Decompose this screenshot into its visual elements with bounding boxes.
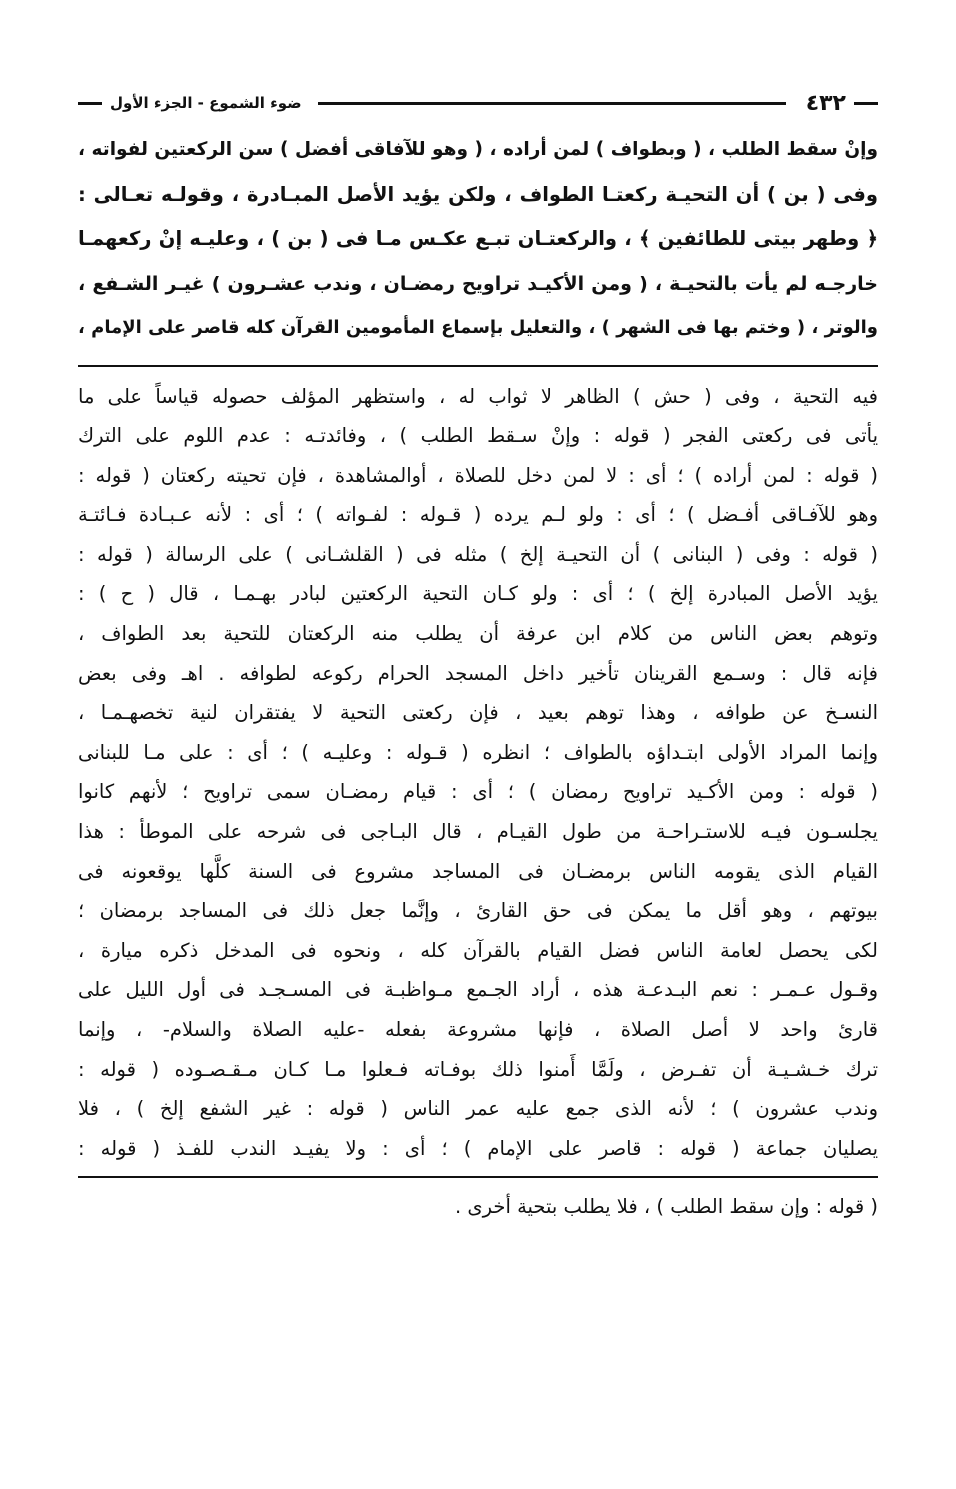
book-title: ضوء الشموع - الجزء الأول bbox=[110, 94, 302, 112]
commentary bbox=[78, 377, 878, 1169]
page-header bbox=[78, 86, 878, 120]
footnote-divider bbox=[78, 1176, 878, 1178]
commentary-line: وإنما المراد الأولى ابتـداؤه بالطواف ؛ انظره ( قـوله : وعليـه ) ؛ أى : على مـا للبنانى bbox=[78, 740, 878, 764]
main-line: وفى ( بن ) أن التحيـة ركعتـا الطواف ، ولكن يؤيد الأصل المبـادرة ، وقولـه تعـالى : bbox=[78, 182, 878, 206]
main-line: ﴿ وطهر بيتى للطائفين ﴾ ، والركعتـان تبـع عكـس مـا فى ( بن ) ، وعليـه إنْ ركعهمـا bbox=[78, 227, 878, 250]
main-line: خارجـه لم يأت بالتحيـة ، ( ومن الأكيـد تراويح رمضـان ، وندب عشـرون ) غيـر الشـفع ، bbox=[78, 272, 878, 295]
commentary-line: وقـول عـمـر : نعم البـدعـة هذه ، أراد الجـمع مـواظبـة فى المسـجـد فى أول الليل على bbox=[78, 978, 878, 1002]
footnote bbox=[78, 1190, 878, 1224]
commentary-line: النسـخ عن طوافه ، وهذا توهم بعيد ، فإن ركعتى التحية لا يفتقران لنية تخصهـمـا ، bbox=[78, 701, 878, 725]
commentary-line: وندب عشرون ) ؛ لأنه الذى جمع عليه عمر الناس ( قوله : غير الشفع إلخ ) ، فلا bbox=[78, 1097, 878, 1121]
commentary-line: بيوتهم ، وهو أقل ما يمكن فى حق القارئ ، وإنَّما جعل ذلك فى المساجد برمضان ؛ bbox=[78, 899, 878, 923]
commentary-line: فإنه قال : وسـمع القرينان تأخير داخل المسجد الحرام ركوعه لطوافه . اهـ وفى بعض bbox=[78, 661, 878, 685]
main-text bbox=[78, 128, 878, 351]
footnote-line: ( قوله : وإن سقط الطلب ) ، فلا يطلب بتحية أخرى . bbox=[455, 1195, 878, 1219]
commentary-line: ( قوله : وفى ( البنانى ) أن التحيـة إلخ ) مثله فى ( القلشـانى ) على الرسالة ( قوله : bbox=[78, 542, 878, 566]
commentary-line: يؤيد الأصل المبادرة إلخ ) ؛ أى : ولو كـان التحية الركعتين لبادر بهـمـا ، قال ( ح ) : bbox=[78, 582, 878, 606]
book-page bbox=[78, 86, 878, 1224]
main-line: والوتر ، ( وختم بها فى الشهر ) ، والتعليل بإسماع المأمومين القرآن كله قاصر على الإمام ، bbox=[78, 317, 878, 338]
header-rule bbox=[318, 102, 786, 105]
commentary-line: فيه التحية ، وفى ( حش ) الظاهر لا ثواب له ، واستظهر المؤلف حصوله قياساً على ما bbox=[78, 384, 878, 408]
commentary-line: ( قوله : لمن أراده ) ؛ أى : لا لمن دخل للصلاة ، أوالمشاهدة ، فإن تحيته ركعتان ( قوله : bbox=[78, 463, 878, 487]
commentary-line: يأتى فى ركعتى الفجر ( قوله : وإنْ سـقط الطلب ) ، وفائدتـه : عدم اللوم على الترك bbox=[78, 424, 878, 448]
commentary-line: ( قوله : ومن الأكـيد تراويح رمضان ) ؛ أى : قيام رمضـان سمى تراويح ؛ لأنهم كانوا bbox=[78, 780, 878, 804]
section-divider bbox=[78, 365, 878, 367]
commentary-line: وهو للآفـاقى أفـضل ) ؛ أى : ولو لـم يرده ( قـوله : لفـواته ) ؛ أى : لأنه عـبـادة فـائتـة bbox=[78, 503, 878, 527]
commentary-line: وتوهم بعض الناس من كلام ابن عرفة أن يطلب منه الركعتان للتحية بعد الطواف ، bbox=[78, 622, 878, 646]
commentary-line: يجلسـون فيـه للاستـراحـة من طول القيـام ، قال البـاجى فى شرحه على الموطأ : هذا bbox=[78, 820, 878, 844]
header-dash-end bbox=[78, 102, 102, 105]
commentary-line: القيام الذى يقومه الناس برمضـان فى المساجد مشروع فى السنة كلَّها يوقعونه فى bbox=[78, 859, 878, 883]
main-line: وإنْ سقط الطلب ، ( وبطواف ) لمن أراده ، ( وهو للآفاقى أفضل ) سن الركعتين لفواته ، bbox=[78, 139, 878, 160]
header-dash bbox=[854, 102, 878, 105]
commentary-line: قارئ واحد لا أصل الصلاة ، فإنها مشروعة بفعله -عليه الصلاة والسلام- ، وإنما bbox=[78, 1018, 878, 1041]
commentary-line: يصليان جماعة ( قوله : قاصر على الإمام ) ؛ أى : ولا يفيـد الندب للفـذ ( قوله : bbox=[78, 1136, 878, 1160]
commentary-line: لكى يحصل لعامة الناس فضل القيام بالقرآن كله ، ونحوه فى المدخل ذكره ميارة ، bbox=[78, 938, 878, 962]
commentary-line: ترك خـشـيـة أن تفـرض ، ولَمَّا أَمنوا ذلك بوفـاته فـعلوا مـا كـان مـقـصـوده ( قوله : bbox=[78, 1057, 878, 1081]
page-number: ٤٣٢ bbox=[805, 90, 846, 116]
